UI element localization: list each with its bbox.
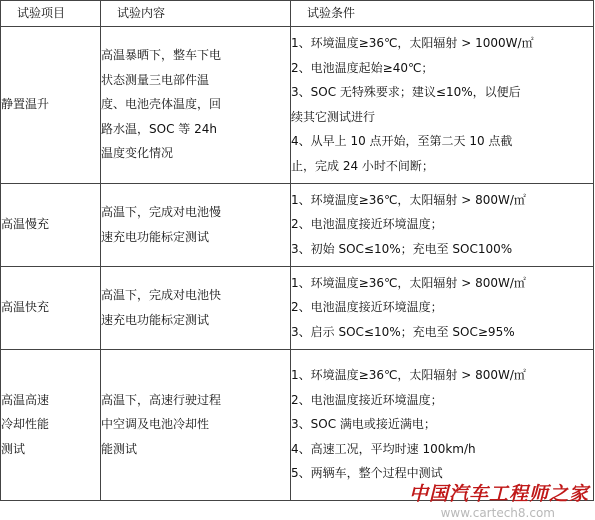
condition-line: 5、两辆车，整个过程中测试 [291,466,443,481]
condition-line: 1、环境温度≥36℃，太阳辐射 > 800W/㎡ [291,275,526,290]
test-conditions-cell [291,349,594,500]
watermark-logo-text: 中国汽车工程师之家 [408,483,589,505]
content-line: 中空调及电池冷却性 [101,417,210,432]
test-conditions-cell [291,26,594,183]
test-item-cell [1,349,101,500]
test-item-cell [1,26,101,183]
condition-line: 2、电池温度接近环境温度； [291,300,443,315]
condition-line: 2、电池温度接近环境温度； [291,392,443,407]
condition-line: 续其它测试进行 [291,109,376,124]
content-line: 状态测量三电部件温 [101,72,210,87]
content-line: 温度变化情况 [101,146,174,161]
test-conditions-cell [291,183,594,266]
table-row [1,26,594,183]
content-line: 高温下，完成对电池慢 [101,205,222,219]
test-item-cell [1,183,101,266]
header-row [1,1,594,27]
table-row [1,349,594,500]
condition-line: 2、电池温度接近环境温度； [291,217,443,232]
condition-line: 4、高速工况，平均时速 100km/h [291,441,476,456]
test-content-cell [101,183,291,266]
test-content-cell [101,26,291,183]
condition-line: 3、SOC 满电或接近满电； [291,417,436,432]
test-conditions-cell [291,266,594,349]
content-line: 速充电功能标定测试 [101,229,210,244]
test-content-cell [101,266,291,349]
condition-line: 3、启示 SOC≤10%；充电至 SOC≥95% [291,324,515,339]
content-line: 路水温，SOC 等 24h [101,121,217,136]
condition-line: 1、环境温度≥36℃，太阳辐射 > 1000W/㎡ [291,36,534,50]
content-line: 高温下，完成对电池快 [101,288,222,302]
condition-line: 3、初始 SOC≤10%；充电至 SOC100% [291,241,513,256]
content-line: 速充电功能标定测试 [101,312,210,327]
condition-line: 2、电池温度起始≥40℃； [291,60,434,75]
condition-line: 1、环境温度≥36℃，太阳辐射 > 800W/㎡ [291,368,526,383]
content-line: 高温暴晒下，整车下电 [101,48,222,63]
header-content: 试验内容 [101,1,291,27]
table-row [1,183,594,266]
condition-line: 4、从早上 10 点开始，至第二天 10 点截 [291,134,513,148]
test-item-line: 静置温升 [1,97,50,112]
watermark-url: www.cartech8.com [440,506,555,520]
content-line: 能测试 [101,441,138,456]
table-row [1,266,594,349]
header-conditions: 试验条件 [291,1,594,27]
content-line: 度、电池壳体温度，回 [101,97,222,112]
content-line: 高温下，高速行驶过程 [101,392,222,407]
header-item: 试验项目 [1,1,101,27]
test-item-cell [1,266,101,349]
test-item-line: 冷却性能 [1,417,50,432]
test-item-line: 高温慢充 [1,217,50,232]
condition-line: 止，完成 24 小时不间断； [291,158,434,173]
test-item-line: 高温快充 [1,300,50,315]
test-content-cell [101,349,291,500]
condition-line: 1、环境温度≥36℃，太阳辐射 > 800W/㎡ [291,192,526,207]
condition-line: 3、SOC 无特殊要求；建议≤10%，以便后 [291,85,521,99]
test-item-line: 测试 [1,441,26,456]
test-item-line: 高温高速 [1,392,50,407]
